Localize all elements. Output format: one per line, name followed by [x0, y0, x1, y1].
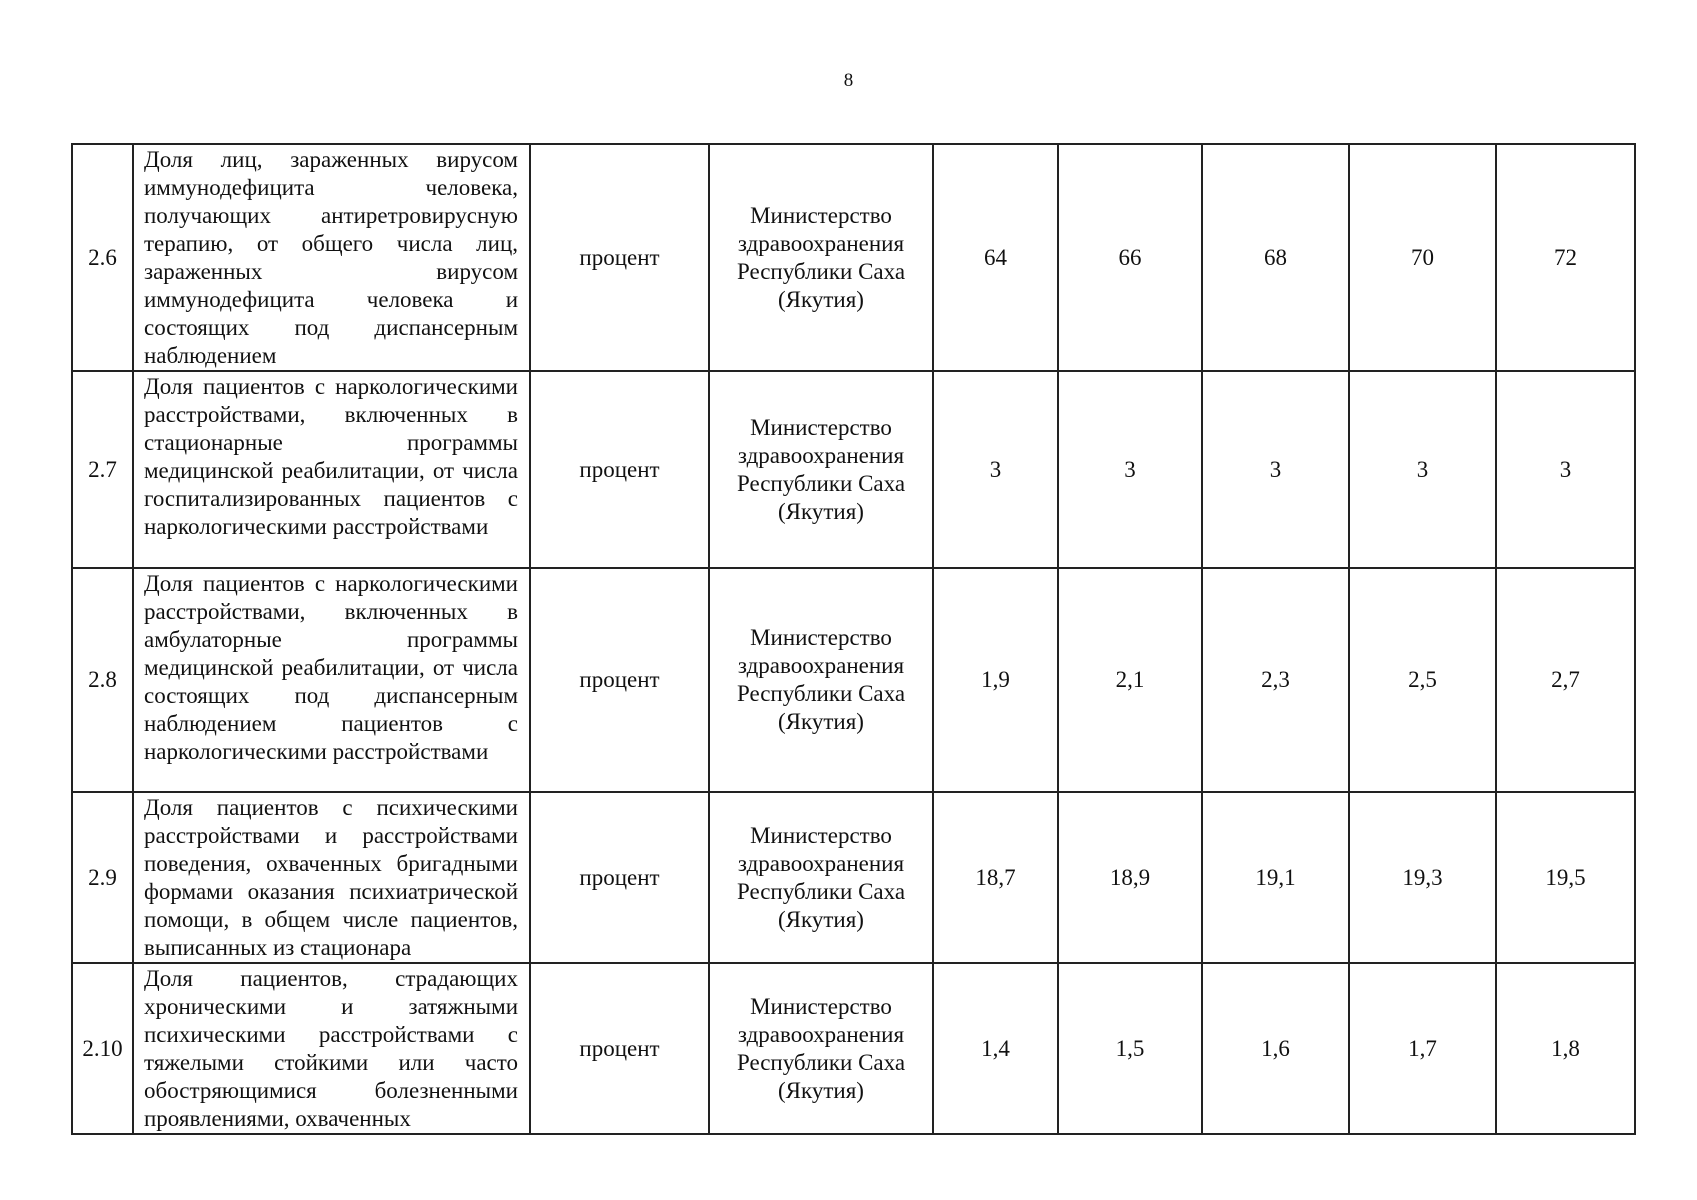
value-cell: 19,5	[1496, 792, 1635, 963]
row-number: 2.9	[72, 792, 133, 963]
table-row	[72, 792, 1635, 963]
value-cell: 19,1	[1202, 792, 1349, 963]
value-cell: 2,5	[1349, 568, 1496, 792]
value-cell: 1,9	[933, 568, 1058, 792]
value-cell: 1,5	[1058, 963, 1202, 1134]
value-cell: 2,7	[1496, 568, 1635, 792]
unit-cell: процент	[530, 144, 709, 371]
value-cell: 18,7	[933, 792, 1058, 963]
indicator-description: Доля пациентов с психическими расстройствами и расстройствами поведения, охваченных бригадными формами оказания психиатрической помощи, в общем числе пациентов, выписанных из стационара	[133, 792, 530, 963]
table-row	[72, 963, 1635, 1134]
table-row	[72, 144, 1635, 371]
responsible-cell: Министерство здравоохранения Республики Саха (Якутия)	[709, 792, 933, 963]
indicator-description: Доля пациентов, страдающих хроническими и затяжными психическими расстройствами с тяжелыми стойкими или часто обостряющимися болезненными проявлениями, охваченных	[133, 963, 530, 1134]
value-cell: 1,4	[933, 963, 1058, 1134]
value-cell: 2,1	[1058, 568, 1202, 792]
value-cell: 70	[1349, 144, 1496, 371]
table-row	[72, 568, 1635, 792]
responsible-cell: Министерство здравоохранения Республики Саха (Якутия)	[709, 371, 933, 568]
value-cell: 68	[1202, 144, 1349, 371]
responsible-cell: Министерство здравоохранения Республики Саха (Якутия)	[709, 568, 933, 792]
table-row	[72, 371, 1635, 568]
indicator-description: Доля пациентов с наркологическими расстройствами, включенных в амбулаторные программы медицинской реабилитации, от числа состоящих под диспансерным наблюдением пациентов с наркологическими расстройствами	[133, 568, 530, 792]
value-cell: 3	[1058, 371, 1202, 568]
unit-cell: процент	[530, 568, 709, 792]
value-cell: 19,3	[1349, 792, 1496, 963]
value-cell: 64	[933, 144, 1058, 371]
row-number: 2.8	[72, 568, 133, 792]
row-number: 2.6	[72, 144, 133, 371]
value-cell: 18,9	[1058, 792, 1202, 963]
unit-cell: процент	[530, 792, 709, 963]
value-cell: 1,6	[1202, 963, 1349, 1134]
indicator-description: Доля пациентов с наркологическими расстройствами, включенных в стационарные программы медицинской реабилитации, от числа госпитализированных пациентов с наркологическими расстройствами	[133, 371, 530, 568]
value-cell: 3	[1202, 371, 1349, 568]
page-number: 8	[843, 70, 854, 91]
indicators-table	[71, 143, 1636, 1135]
value-cell: 1,7	[1349, 963, 1496, 1134]
row-number: 2.7	[72, 371, 133, 568]
value-cell: 72	[1496, 144, 1635, 371]
unit-cell: процент	[530, 371, 709, 568]
value-cell: 3	[933, 371, 1058, 568]
indicator-description: Доля лиц, зараженных вирусом иммунодефицита человека, получающих антиретровирусную терапию, от общего числа лиц, зараженных вирусом иммунодефицита человека и состоящих под диспансерным наблюдением	[133, 144, 530, 371]
responsible-cell: Министерство здравоохранения Республики Саха (Якутия)	[709, 963, 933, 1134]
unit-cell: процент	[530, 963, 709, 1134]
value-cell: 2,3	[1202, 568, 1349, 792]
value-cell: 3	[1349, 371, 1496, 568]
responsible-cell: Министерство здравоохранения Республики Саха (Якутия)	[709, 144, 933, 371]
row-number: 2.10	[72, 963, 133, 1134]
value-cell: 3	[1496, 371, 1635, 568]
value-cell: 1,8	[1496, 963, 1635, 1134]
value-cell: 66	[1058, 144, 1202, 371]
